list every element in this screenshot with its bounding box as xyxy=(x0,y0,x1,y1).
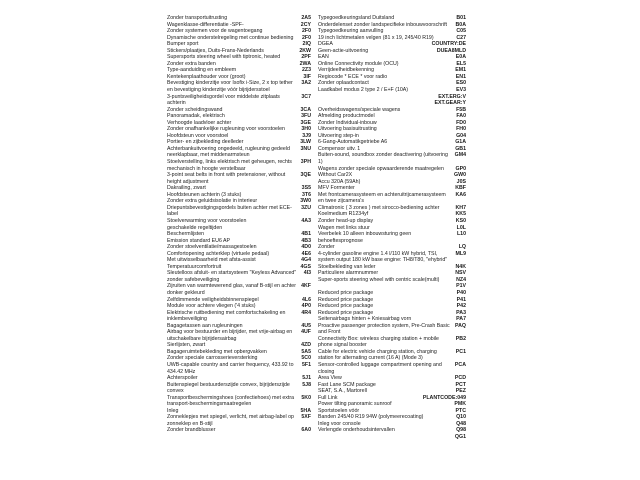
equipment-code: 4ZD xyxy=(301,342,311,349)
equipment-row xyxy=(318,192,466,205)
equipment-description: Elektrische ruitbediening met comfortschakeling en inklembeveiliging xyxy=(167,309,286,323)
equipment-code: 2Z3 xyxy=(301,67,311,74)
equipment-code: L10 xyxy=(456,231,466,238)
equipment-code: LQ xyxy=(458,244,466,251)
equipment-code: GP0 xyxy=(455,165,466,172)
equipment-code: 3S5 xyxy=(301,185,311,192)
equipment-description: Zonder systemen voor de wagentoegang xyxy=(167,28,263,35)
equipment-code: 3H0 xyxy=(301,126,311,133)
equipment-description: geschakelde regeltijden xyxy=(167,224,223,231)
equipment-description: Hoofdsteun voor voorstoel xyxy=(167,132,229,139)
equipment-row xyxy=(167,205,311,218)
equipment-code: GW0 xyxy=(454,172,466,179)
equipment-row xyxy=(167,283,311,296)
equipment-code: 3ZU xyxy=(301,204,311,211)
equipment-code: 4B1 xyxy=(301,231,311,238)
equipment-code: Q48 xyxy=(456,420,466,427)
equipment-description: Zonder Individual-inbouw xyxy=(318,119,377,126)
equipment-description: Connectivity Box: wireless charging station + mobile phone signal booster xyxy=(318,335,439,349)
equipment-description: Supersports steering wheel with tiptronic, heated xyxy=(167,54,281,61)
equipment-code: 3IF xyxy=(303,73,311,80)
equipment-description: Sierlijsten, zwart xyxy=(167,342,206,349)
equipment-code: EXT.GEAR:Y xyxy=(434,100,466,107)
equipment-code: KBF xyxy=(455,185,466,192)
equipment-row xyxy=(318,152,466,165)
equipment-row xyxy=(318,427,466,434)
equipment-code: PC1 xyxy=(455,348,466,355)
equipment-description: Climatronic ( 3 zones ) met sirocco-bediening achter xyxy=(318,204,440,211)
equipment-description: Accu 320A (59Ah) xyxy=(318,178,361,185)
equipment-description: Laadkabel modus 2 type 2 / E+F (10A) xyxy=(318,87,409,94)
equipment-description: Met frontcamerasysteem en achteruitrijcamerasysteem en twee zijcamera's xyxy=(318,191,446,205)
equipment-code: NSV xyxy=(455,270,466,277)
equipment-code: Q98 xyxy=(456,427,466,434)
equipment-description: 6-Gang-Automatikgetriebe A6 xyxy=(318,139,388,146)
equipment-description: Zonder stoelventilatie/massagestoelen xyxy=(167,244,257,251)
equipment-code: EL5 xyxy=(456,60,466,67)
equipment-code: ES0 xyxy=(456,80,466,87)
equipment-code: 4B3 xyxy=(301,237,311,244)
equipment-code: F5B xyxy=(456,106,466,113)
equipment-description: Verrijdeelheidbekenning xyxy=(318,67,375,74)
equipment-description: Reduced price package xyxy=(318,303,374,310)
equipment-description: Airbag voor bestuurder en bijrijder, met vrije-airbag en uitschakelbare bijrijdersairbag xyxy=(167,329,293,342)
equipment-description: Achterspoiler xyxy=(167,375,198,382)
equipment-code: PLANTCODE:049 xyxy=(422,394,466,401)
equipment-code: 3CA xyxy=(300,106,311,113)
equipment-code: C27 xyxy=(456,34,466,41)
equipment-description: Reduced price package xyxy=(318,309,374,316)
equipment-description: Bagageruimtebekleding met opbergvakken xyxy=(167,348,267,355)
equipment-description: Onderdelenset zonder landspecifieke inbouwvoorschrift xyxy=(318,21,447,28)
equipment-description: SEAT, S.A., Martorell xyxy=(318,388,367,395)
equipment-code: 4GS xyxy=(300,263,311,270)
equipment-code: FD0 xyxy=(456,119,466,126)
equipment-row xyxy=(318,231,466,244)
equipment-description: Verlengde onderhoudsintervallen xyxy=(318,427,395,434)
equipment-code: 4R4 xyxy=(301,309,311,316)
equipment-code: J0S xyxy=(456,178,466,185)
equipment-description: Module voor achtere vliegen ('4 stuks) xyxy=(167,303,256,310)
equipment-description: Zonder transportuitrusting xyxy=(167,15,228,21)
equipment-description: Wagens zonder speciale opwaarderende maatregelen xyxy=(318,165,444,172)
equipment-description: Verhoogde laadvloer achter xyxy=(167,119,232,126)
equipment-code: PCA xyxy=(454,361,466,368)
equipment-code: EM1 xyxy=(455,67,466,74)
equipment-code: N4K xyxy=(455,263,466,270)
equipment-description: Compensor uitv. 1 xyxy=(318,145,361,152)
equipment-description: Beschermlijsten xyxy=(167,231,205,238)
equipment-description: Stickers/plaatjes, Duits-Frans-Nederlands xyxy=(167,47,264,54)
equipment-code: PEZ xyxy=(455,388,466,395)
equipment-description: MFV Formenter xyxy=(318,185,355,192)
equipment-description: Particuliere alarmnummer xyxy=(318,270,379,277)
equipment-description: Comfortopening achterklep (virtuele pedaal) xyxy=(167,250,270,257)
equipment-description: Wagen met links stuur xyxy=(318,224,370,231)
equipment-code: 5XF xyxy=(301,414,311,421)
equipment-description: Regiocode * ECE * voor radio xyxy=(318,73,388,80)
equipment-code: 4P0 xyxy=(301,303,311,310)
equipment-code: 2A5 xyxy=(301,15,311,21)
equipment-code: 4A3 xyxy=(301,217,311,224)
equipment-code: 4D0 xyxy=(301,244,311,251)
equipment-code: EXT.ERG:V xyxy=(438,93,466,100)
equipment-row xyxy=(167,310,311,323)
equipment-description: Overheidswagens/speciale wagens xyxy=(318,106,401,113)
equipment-code: 2KW xyxy=(299,47,311,54)
equipment-code: 5C0 xyxy=(301,355,311,362)
equipment-code: KK5 xyxy=(455,211,466,218)
equipment-description: Super-sports steering wheel with centric scale(multi) xyxy=(318,276,440,283)
equipment-description: Driepuntsbevestigingsgordels buiten achter met ECE-label xyxy=(167,204,292,218)
equipment-description: Cable for electric vehicle charging station, charging station for alternating current (16 A) (Mode 3) xyxy=(318,348,437,362)
equipment-code: Q10 xyxy=(456,414,466,421)
equipment-description: Fast Lane SCM package xyxy=(318,381,376,388)
equipment-description: Dakrailing, zwart xyxy=(167,185,206,192)
equipment-code: 5F1 xyxy=(301,361,311,368)
equipment-code: FA0 xyxy=(456,113,466,120)
equipment-row xyxy=(318,251,466,264)
equipment-description: 4-cylinder gasoline engine 1.4 l/110 kW hybrid, TSI, system output 180 kW base engine: TH8/T80, "ehybrid" xyxy=(318,250,448,264)
equipment-description: Zonder onafhankelijke rugleuning voor voorstoelen xyxy=(167,126,285,133)
equipment-code: 3J9 xyxy=(302,132,311,139)
equipment-code: 5J1 xyxy=(302,375,311,382)
equipment-code: 4KF xyxy=(301,283,311,290)
equipment-code: 3T6 xyxy=(301,191,311,198)
equipment-description: Zijruiten van warmtewerend glas, vanaf B-stijl en achter donker gekleurd xyxy=(167,283,296,296)
equipment-row xyxy=(318,277,466,284)
equipment-row xyxy=(318,323,466,336)
equipment-code: 3GE xyxy=(300,119,311,126)
equipment-code: 3A2 xyxy=(301,80,311,87)
equipment-code: 3W0 xyxy=(300,198,311,205)
equipment-row xyxy=(167,172,311,185)
equipment-description: Uitvoering basisuitrusting xyxy=(318,126,377,133)
equipment-description: Inleg xyxy=(167,407,179,414)
equipment-row xyxy=(167,395,311,408)
equipment-code: 3NU xyxy=(300,145,311,152)
equipment-row xyxy=(318,434,466,441)
equipment-row xyxy=(167,382,311,395)
equipment-description: Uitvoering step-in xyxy=(318,132,359,139)
equipment-description: Stoelbekleding van leder xyxy=(318,263,376,270)
equipment-description: Zonneklepjes met spiegel, verlicht, met airbag-label op zonneklep en B-stijl xyxy=(167,414,294,427)
equipment-description: Portier- en zijbekleding deelleder xyxy=(167,139,244,146)
equipment-code: COUNTRY:DE xyxy=(431,41,466,48)
equipment-code: 4I3 xyxy=(303,270,311,277)
equipment-row xyxy=(167,329,311,342)
equipment-description: 19 inch lichtmetalen velgen (81 x 19, 245/40 R19) xyxy=(318,34,434,41)
equipment-description: Wagenklasse-differentiatie -SPF- xyxy=(167,21,244,28)
equipment-code: PB2 xyxy=(455,335,466,342)
equipment-description: Zonder speciale carrosserieversterking xyxy=(167,355,258,362)
equipment-description: Emission standard EU6 AP xyxy=(167,237,231,244)
equipment-description: Bagagetassen aan rugleuningen xyxy=(167,322,243,329)
equipment-description: 3-puntsveiligheidsgordel voor middelste zitplaats achterin xyxy=(167,93,280,107)
equipment-description: Power tilting panoramic sunroof xyxy=(318,401,392,408)
equipment-code: 4G4 xyxy=(301,257,311,264)
equipment-row xyxy=(167,146,311,159)
equipment-code: 2F0 xyxy=(301,28,311,35)
equipment-code: 4UF xyxy=(301,329,311,336)
equipment-code: 3FU xyxy=(301,113,311,120)
equipment-code: 5A5 xyxy=(301,348,311,355)
equipment-description: Buitenspiegel bestuurderszijde convex, bijrijderszijde convex xyxy=(167,381,290,395)
equipment-row xyxy=(167,94,311,107)
equipment-description: Bumper sport xyxy=(167,41,199,48)
equipment-description: Stoelverwarming voor voorstoelen xyxy=(167,217,247,224)
equipment-code: G1A xyxy=(455,139,466,146)
equipment-description: UWB-capable country and carrier frequency, 433.92 to 434.42 MHz xyxy=(167,361,294,375)
equipment-code: QG1 xyxy=(454,434,466,440)
equipment-code: GM4 xyxy=(454,152,466,159)
equipment-row xyxy=(167,427,311,434)
equipment-description: Temperatuurcomfortruit xyxy=(167,263,222,270)
equipment-code: P1V xyxy=(456,283,466,290)
equipment-code: PTC xyxy=(455,407,466,414)
equipment-code: 4L6 xyxy=(301,296,311,303)
equipment-code: FH0 xyxy=(456,126,466,133)
equipment-description: Seitenairbags hinten + Kniesairbag vorn xyxy=(318,316,412,323)
equipment-code: ML9 xyxy=(455,250,466,257)
equipment-code: P42 xyxy=(456,303,466,310)
equipment-code: EN1 xyxy=(455,73,466,80)
equipment-description: Met uitwisselbaarheid met afsta-assist xyxy=(167,257,256,264)
equipment-code: B01 xyxy=(456,15,466,21)
equipment-row xyxy=(318,349,466,362)
equipment-description: Koelmedium R1234yf xyxy=(318,211,369,218)
equipment-code: E0A xyxy=(455,54,466,61)
equipment-description: Buiten-sound, soundbox zonder deactivering (uitvoering 1) xyxy=(318,152,448,166)
equipment-code: P41 xyxy=(456,296,466,303)
equipment-description: Without Car2X xyxy=(318,172,353,179)
equipment-description: Achterbankuitvoering ongedeeld, rugleuning gedeeld neerklapbaar, met middenarmsteun xyxy=(167,145,290,159)
equipment-code: 6A0 xyxy=(301,427,311,434)
equipment-code: EV3 xyxy=(456,87,466,94)
equipment-description: Type-aanduiding en embleem xyxy=(167,67,237,74)
equipment-description: Panoramadak, elektrisch xyxy=(167,113,225,120)
equipment-description: Area View xyxy=(318,375,342,382)
equipment-description: Stoelverstelling, links elektrisch met geheugen, rechts mechanisch in hoogte verstelbaar xyxy=(167,159,292,172)
equipment-code: PMK xyxy=(454,401,466,408)
equipment-code: 3QE xyxy=(300,172,311,179)
equipment-code: DUEA8MLD xyxy=(436,47,466,54)
equipment-description: Zonder head-up display xyxy=(318,217,374,224)
equipment-code: KA6 xyxy=(455,191,466,198)
equipment-description: Reduced price package xyxy=(318,296,374,303)
equipment-code: NZ4 xyxy=(456,276,466,283)
equipment-description: Typegoedkeuringsland Duitsland xyxy=(318,15,395,21)
equipment-description: Geen-actie-uitvoering xyxy=(318,47,369,54)
equipment-code: P40 xyxy=(456,289,466,296)
equipment-description: Kentekenplaathouder voor (groot) xyxy=(167,73,246,80)
equipment-code: 5K0 xyxy=(301,394,311,401)
equipment-code: PCT xyxy=(455,381,466,388)
equipment-description: Zonder brandblusser xyxy=(167,427,216,434)
equipment-description: Banden 245/40 R19 94W (polymeerecoating) xyxy=(318,414,424,421)
equipment-code: 2PF xyxy=(301,54,311,61)
equipment-description: Afmelding productmodel xyxy=(318,113,375,120)
equipment-row xyxy=(167,270,311,283)
equipment-row xyxy=(167,362,311,375)
equipment-code: KS0 xyxy=(455,217,466,224)
equipment-code: 2IQ xyxy=(302,41,311,48)
equipment-row xyxy=(167,80,311,93)
equipment-description: Zonder xyxy=(318,244,335,251)
equipment-description: Full Link xyxy=(318,394,338,401)
equipment-description: Bevestiging kinderzitje voor Isofix i-Size, 2 x top tether en bevestiging kinderzitje vóór bijrijdersstoel xyxy=(167,80,293,94)
equipment-description: Hoofdsteunen achterin (3 stuks) xyxy=(167,191,242,198)
equipment-code: 5HA xyxy=(300,407,311,414)
equipment-description: Sleutelloos afsluit- en startsysteem "Keyless Advanced" zonder safebeveiliging xyxy=(167,270,297,283)
equipment-code: PCD xyxy=(454,375,466,382)
equipment-description: Online Connectivity module (OCU) xyxy=(318,60,399,67)
equipment-description: Veerbelek 10 alleen inbouwsturing geen behoeftesprognose xyxy=(318,231,412,244)
equipment-code: 4E6 xyxy=(301,250,311,257)
equipment-description: Inleg voor console xyxy=(318,420,361,427)
equipment-code: 2WA xyxy=(299,60,311,67)
equipment-row xyxy=(167,159,311,172)
equipment-code: 5J8 xyxy=(302,381,311,388)
equipment-description: Typegoedkeuring aanvulling xyxy=(318,28,384,35)
equipment-list-left xyxy=(167,15,311,434)
equipment-description: Zonder oplaadcontact xyxy=(318,80,369,87)
equipment-code: 3C7 xyxy=(301,93,311,100)
equipment-code: PA3 xyxy=(456,309,466,316)
equipment-description: Zonder extra geluidsisolatie in interieur xyxy=(167,198,258,205)
equipment-description: DGEA xyxy=(318,41,333,48)
equipment-code: 4U5 xyxy=(301,322,311,329)
equipment-description: Proactive passenger protection system, Pre-Crash Basic and Front xyxy=(318,322,450,336)
equipment-code: B0A xyxy=(455,21,466,28)
equipment-code: PA7 xyxy=(456,316,466,323)
equipment-description: Zonder extra banden xyxy=(167,60,216,67)
equipment-code: L0L xyxy=(456,224,466,231)
equipment-code: C05 xyxy=(456,28,466,35)
equipment-description: Reduced price package xyxy=(318,289,374,296)
equipment-code: G04 xyxy=(456,132,466,139)
equipment-code: 3PH xyxy=(300,159,311,166)
equipment-list-right xyxy=(318,15,466,441)
equipment-description: EAN xyxy=(318,54,329,61)
equipment-description: 3-point seat belts in front with pretensioner, without height adjustment xyxy=(167,172,286,185)
equipment-row xyxy=(167,414,311,427)
equipment-code: 2F0 xyxy=(301,34,311,41)
equipment-description: Transportbeschermingshoes (confectiehoes) met extra transport-beschermingsmaatregelen xyxy=(167,394,295,408)
equipment-description: Sensor-controlled luggage compartment opening and closing xyxy=(318,361,442,375)
equipment-code: GB1 xyxy=(455,145,466,152)
equipment-code: 3LW xyxy=(300,139,311,146)
equipment-description: Sportstoelen vóór xyxy=(318,407,360,414)
equipment-code: KH7 xyxy=(455,204,466,211)
equipment-code: 2CY xyxy=(300,21,311,28)
equipment-description: Zonder scheidingswand xyxy=(167,106,223,113)
equipment-description: Zelfdimmende veiligheidsbinnenspiegel xyxy=(167,296,259,303)
equipment-description: Dynamische onderstelregeling met continue bediening xyxy=(167,34,294,41)
equipment-row xyxy=(318,362,466,375)
equipment-row xyxy=(318,336,466,349)
equipment-code: PAQ xyxy=(455,322,466,329)
